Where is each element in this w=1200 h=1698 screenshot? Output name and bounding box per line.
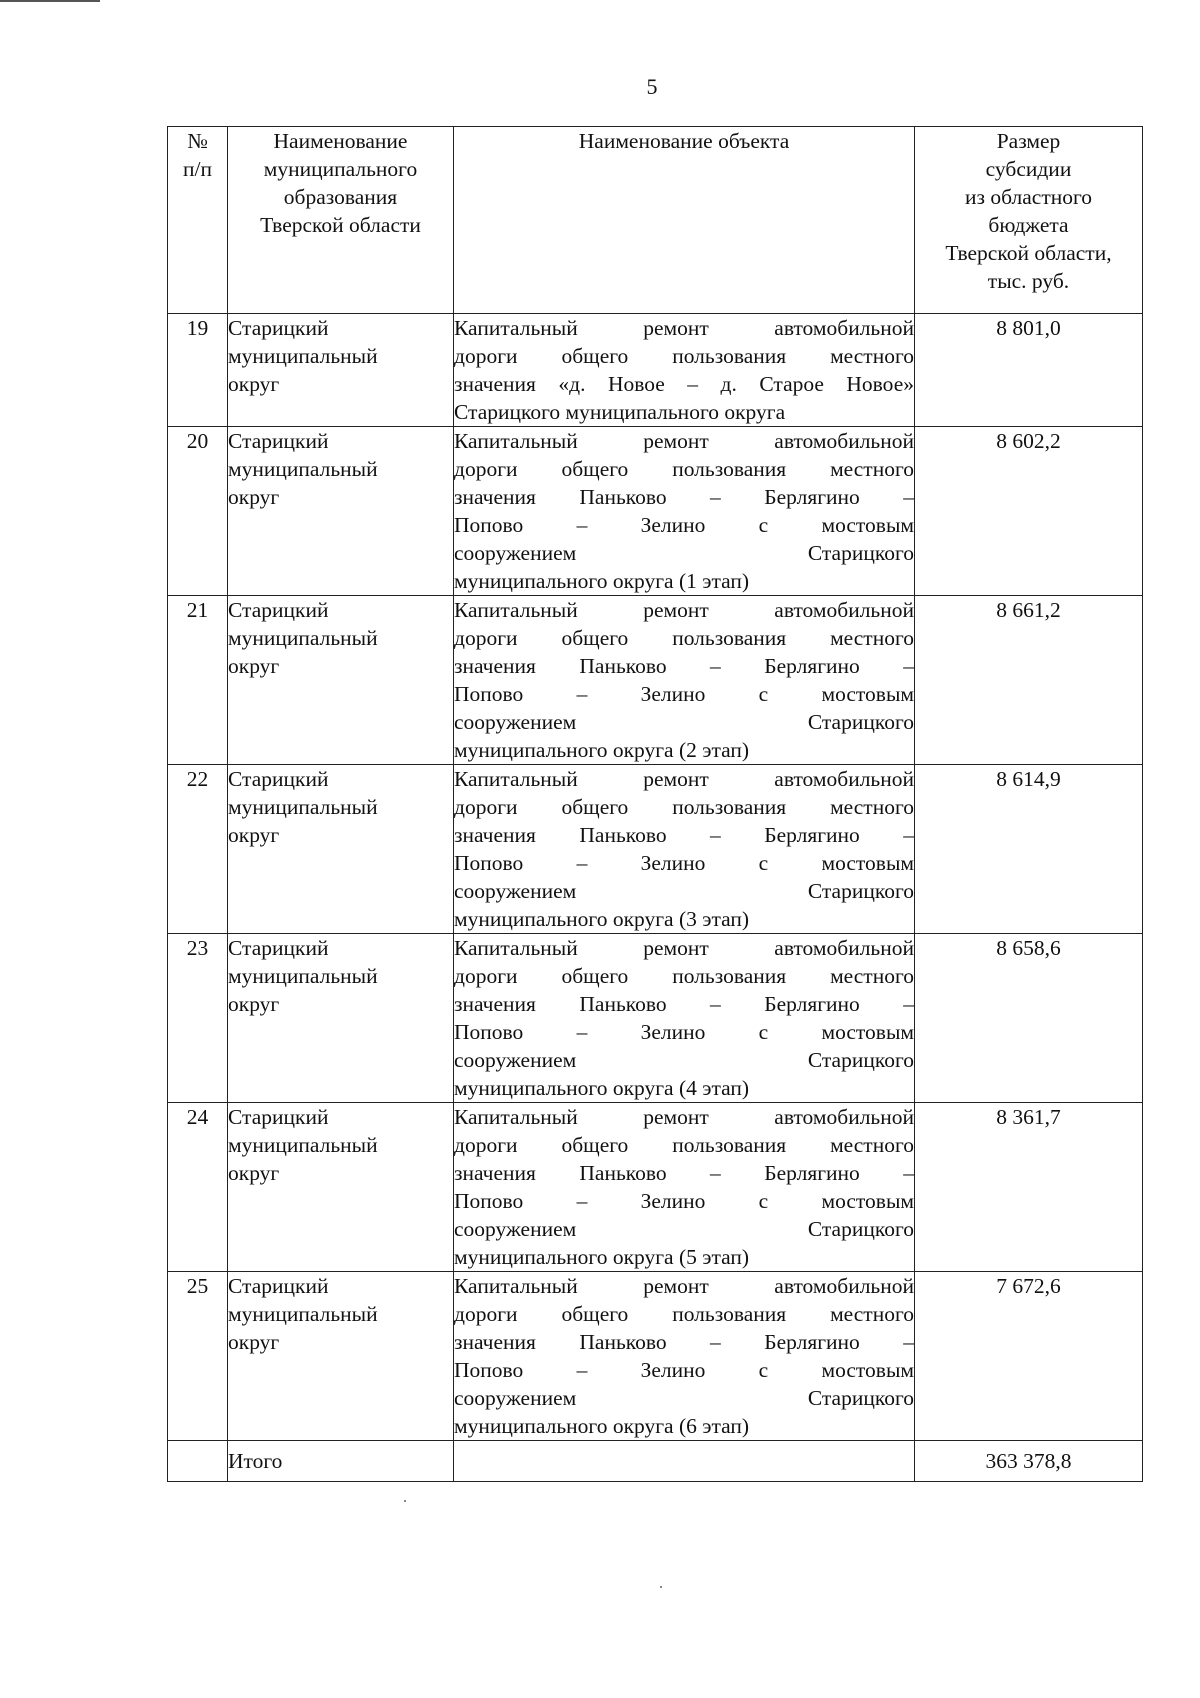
page-number: 5 — [646, 74, 658, 99]
object-name-line: Попово – Зелино с мостовым — [454, 682, 914, 706]
subsidy-amount: 7 672,6 — [915, 1272, 1143, 1441]
object-name-line: дороги общего пользования местного — [454, 795, 914, 819]
municipality-name: Старицкий муниципальный округ — [228, 765, 454, 934]
object-name-line: дороги общего пользования местного — [454, 1133, 914, 1157]
table-row — [168, 1272, 1143, 1441]
object-name-line: Попово – Зелино с мостовым — [454, 1020, 914, 1044]
table-row — [168, 427, 1143, 596]
total-label: Итого — [228, 1441, 454, 1482]
table-header-row — [168, 127, 1143, 314]
row-number: 22 — [168, 765, 228, 934]
header-amount: Размер субсидии из областного бюджета Тверской области, тыс. руб. — [915, 127, 1143, 314]
subsidy-amount: 8 361,7 — [915, 1103, 1143, 1272]
header-number: № п/п — [168, 127, 228, 314]
subsidy-amount: 8 602,2 — [915, 427, 1143, 596]
object-name — [454, 934, 915, 1103]
object-name — [454, 1272, 915, 1441]
object-name-line: значения Паньково – Берлягино – — [454, 992, 914, 1016]
object-name-line: значения Паньково – Берлягино – — [454, 485, 914, 509]
object-name-line: Попово – Зелино с мостовым — [454, 513, 914, 537]
object-name-line: Капитальный ремонт автомобильной — [454, 936, 914, 960]
table-row — [168, 765, 1143, 934]
object-name-line: Капитальный ремонт автомобильной — [454, 1105, 914, 1129]
object-name-line: Попово – Зелино с мостовым — [454, 1358, 914, 1382]
object-name-line: муниципального округа (4 этап) — [454, 1076, 750, 1100]
total-amount: 363 378,8 — [915, 1441, 1143, 1482]
object-name — [454, 314, 915, 427]
object-name — [454, 427, 915, 596]
row-number: 21 — [168, 596, 228, 765]
object-name-line: сооружением Старицкого — [454, 1048, 914, 1072]
object-name-line: Капитальный ремонт автомобильной — [454, 1274, 914, 1298]
row-number: 25 — [168, 1272, 228, 1441]
object-name-line: дороги общего пользования местного — [454, 344, 914, 368]
subsidy-amount: 8 661,2 — [915, 596, 1143, 765]
object-name-line: значения Паньково – Берлягино – — [454, 823, 914, 847]
object-name-line: муниципального округа (2 этап) — [454, 738, 750, 762]
table-body — [168, 314, 1143, 1441]
scan-edge-mark — [0, 0, 100, 2]
scan-speck — [660, 1586, 662, 1588]
total-number-cell — [168, 1441, 228, 1482]
object-name-line: значения Паньково – Берлягино – — [454, 1330, 914, 1354]
municipality-name: Старицкий муниципальный округ — [228, 596, 454, 765]
object-name-line: значения Паньково – Берлягино – — [454, 1161, 914, 1185]
subsidy-amount: 8 801,0 — [915, 314, 1143, 427]
object-name-line: Попово – Зелино с мостовым — [454, 851, 914, 875]
object-name-line: Капитальный ремонт автомобильной — [454, 598, 914, 622]
table-row — [168, 934, 1143, 1103]
subsidy-amount: 8 658,6 — [915, 934, 1143, 1103]
row-number: 23 — [168, 934, 228, 1103]
municipality-name: Старицкий муниципальный округ — [228, 934, 454, 1103]
object-name-line: Старицкого муниципального округа — [454, 400, 786, 424]
object-name — [454, 1103, 915, 1272]
object-name — [454, 596, 915, 765]
row-number: 20 — [168, 427, 228, 596]
object-name-line: Капитальный ремонт автомобильной — [454, 316, 914, 340]
object-name-line: Капитальный ремонт автомобильной — [454, 767, 914, 791]
object-name-line: дороги общего пользования местного — [454, 457, 914, 481]
total-row — [168, 1441, 1143, 1482]
municipality-name: Старицкий муниципальный округ — [228, 314, 454, 427]
subsidy-amount: 8 614,9 — [915, 765, 1143, 934]
row-number: 19 — [168, 314, 228, 427]
municipality-name: Старицкий муниципальный округ — [228, 1272, 454, 1441]
object-name-line: значения Паньково – Берлягино – — [454, 654, 914, 678]
row-number: 24 — [168, 1103, 228, 1272]
object-name-line: Капитальный ремонт автомобильной — [454, 429, 914, 453]
object-name-line: сооружением Старицкого — [454, 1386, 914, 1410]
municipality-name: Старицкий муниципальный округ — [228, 427, 454, 596]
object-name-line: муниципального округа (6 этап) — [454, 1414, 750, 1438]
header-object: Наименование объекта — [454, 127, 915, 314]
table-row — [168, 596, 1143, 765]
object-name-line: муниципального округа (3 этап) — [454, 907, 750, 931]
object-name-line: сооружением Старицкого — [454, 710, 914, 734]
object-name-line: сооружением Старицкого — [454, 1217, 914, 1241]
municipality-name: Старицкий муниципальный округ — [228, 1103, 454, 1272]
scan-speck — [404, 1500, 406, 1502]
object-name-line: дороги общего пользования местного — [454, 626, 914, 650]
object-name-line: дороги общего пользования местного — [454, 1302, 914, 1326]
object-name-line: дороги общего пользования местного — [454, 964, 914, 988]
object-name-line: сооружением Старицкого — [454, 879, 914, 903]
subsidy-table — [167, 126, 1143, 1482]
object-name-line: Попово – Зелино с мостовым — [454, 1189, 914, 1213]
object-name — [454, 765, 915, 934]
header-municipality: Наименование муниципального образования Тверской области — [228, 127, 454, 314]
object-name-line: сооружением Старицкого — [454, 541, 914, 565]
object-name-line: значения «д. Новое – д. Старое Новое» — [454, 372, 914, 396]
total-object-cell — [454, 1441, 915, 1482]
object-name-line: муниципального округа (5 этап) — [454, 1245, 750, 1269]
table-row — [168, 314, 1143, 427]
object-name-line: муниципального округа (1 этап) — [454, 569, 750, 593]
table-row — [168, 1103, 1143, 1272]
